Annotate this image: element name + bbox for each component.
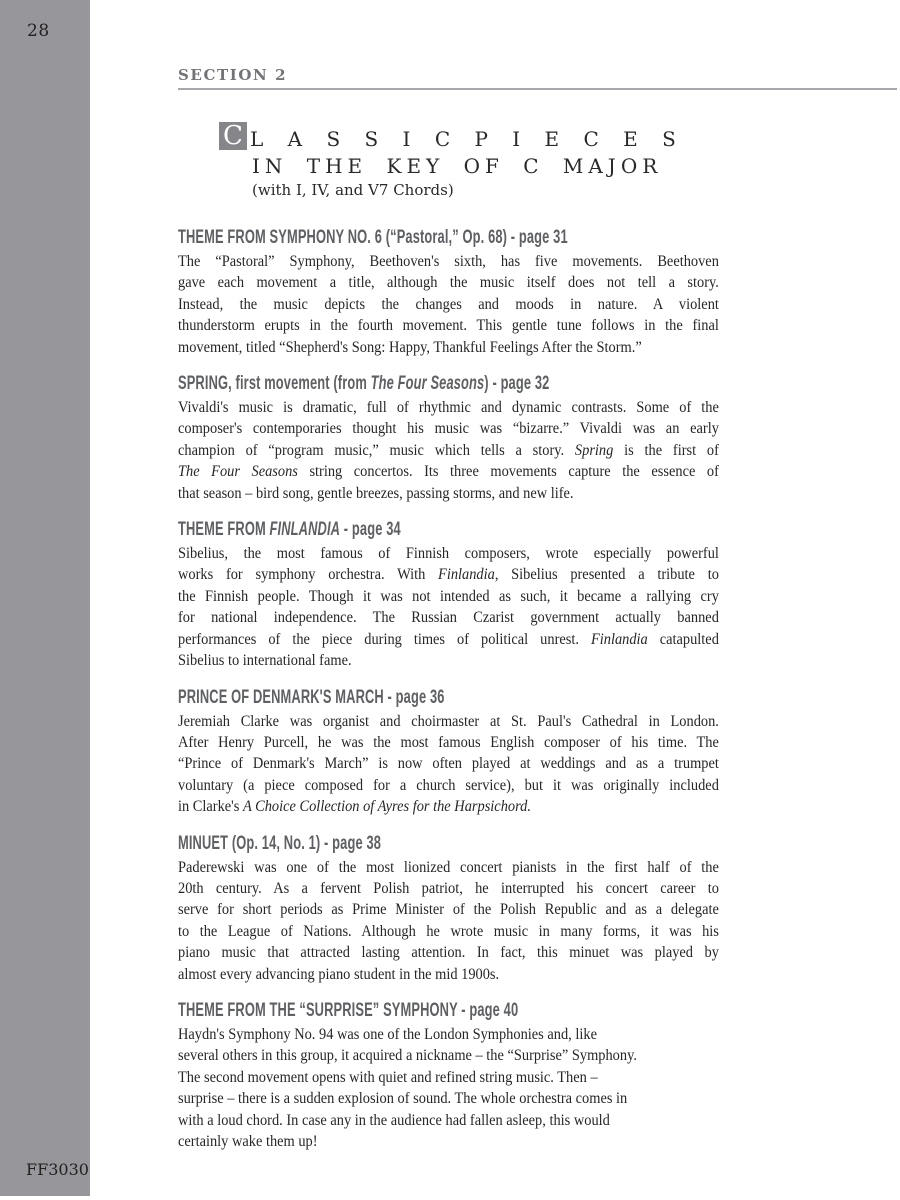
piece-heading <box>178 687 581 707</box>
body-line <box>178 629 719 650</box>
text: Paderewski was one of the most lionized concert pianists in the first half of the <box>178 858 719 876</box>
body-line <box>178 483 719 504</box>
text: After Henry Purcell, he was the most famous English composer of his time. The <box>178 733 719 751</box>
body-line <box>178 1024 719 1045</box>
left-margin-band <box>0 0 90 1196</box>
text: Jeremiah Clarke was organist and choirmaster at St. Paul's Cathedral in London. <box>178 712 719 730</box>
text: serve for short periods as Prime Minister of the Polish Republic and as a delegate <box>178 901 719 919</box>
text: ) - page 32 <box>484 372 550 395</box>
text: performances of the piece during times of political unrest. <box>178 630 591 648</box>
piece-entry <box>178 373 788 504</box>
text: the Finnish people. Though it was not intended as such, it became a rallying cry <box>178 587 719 605</box>
text: that season – bird song, gentle breezes, passing storms, and new life. <box>178 484 574 502</box>
text: to the League of Nations. Although he wrote music in many forms, it was his <box>178 922 719 940</box>
body-line <box>178 942 719 963</box>
text: catapulted <box>647 630 719 648</box>
body-line <box>178 857 719 878</box>
text: thunderstorm erupts in the fourth movement. This gentle tune follows in the final <box>178 317 719 335</box>
body-line <box>178 878 719 899</box>
dropcap-c: C <box>219 122 247 150</box>
page-content <box>178 0 897 1200</box>
text: piano music that attracted lasting attention. In fact, this minuet was played by <box>178 944 719 962</box>
italic-text: A Choice Collection of Ayres for the Harpsichord. <box>242 798 531 816</box>
body-line <box>178 650 719 671</box>
body-line <box>178 921 719 942</box>
piece-entry <box>178 227 788 358</box>
body-line <box>178 418 719 439</box>
italic-text: FINLANDIA <box>269 518 341 541</box>
text: works for symphony orchestra. With <box>178 566 439 584</box>
text: THEME FROM SYMPHONY NO. 6 (“Pastoral,” Op. 68) - page 31 <box>178 226 568 248</box>
text: for national independence. The Russian Czarist government actually banned <box>178 609 719 627</box>
italic-text: Spring <box>574 441 614 459</box>
body-line <box>178 607 719 628</box>
text: with a loud chord. In case any in the audience had fallen asleep, this would <box>178 1111 610 1129</box>
body-line <box>178 899 719 920</box>
piece-description <box>178 397 719 504</box>
entries <box>178 227 788 1167</box>
body-line <box>178 964 719 985</box>
text: is the first of <box>613 441 719 459</box>
body-line <box>178 1045 719 1066</box>
text: THEME FROM THE “SURPRISE” SYMPHONY - page 40 <box>178 998 519 1021</box>
italic-text: The Four Seasons <box>178 463 298 481</box>
text: MINUET (Op. 14, No. 1) - page 38 <box>178 831 382 854</box>
piece-heading <box>178 519 581 539</box>
body-line <box>178 586 719 607</box>
text: voluntary (a piece composed for a church service), but it was originally included <box>178 776 719 794</box>
text: - page 34 <box>340 518 401 541</box>
text: champion of “program music,” music which tells a story. <box>178 441 575 459</box>
body-line <box>178 1088 719 1109</box>
text: movement, titled “Shepherd's Song: Happy, Thankful Feelings After the Storm.” <box>178 338 642 356</box>
text: almost every advancing piano student in the mid 1900s. <box>178 965 500 983</box>
italic-text: The Four Seasons <box>370 372 485 395</box>
text: “Prince of Denmark's March” is now often played at weddings and as a trumpet <box>178 755 719 773</box>
footer-publication-code: FF3030 <box>26 1160 89 1179</box>
body-line <box>178 251 719 272</box>
piece-description <box>178 251 719 358</box>
piece-description <box>178 857 719 985</box>
text: in Clarke's <box>178 798 243 816</box>
piece-heading <box>178 833 581 853</box>
text: 20th century. As a fervent Polish patriot, he interrupted his concert career to <box>178 879 719 897</box>
text: SPRING, first movement (from <box>178 372 371 395</box>
text: Sibelius, the most famous of Finnish composers, wrote especially powerful <box>178 545 719 563</box>
piece-entry <box>178 687 788 818</box>
page-number: 28 <box>27 21 50 41</box>
text: several others in this group, it acquired a nickname – the “Surprise” Symphony. <box>178 1047 637 1065</box>
text: Sibelius to international fame. <box>178 652 352 670</box>
piece-heading <box>178 227 581 247</box>
chapter-title <box>219 122 681 200</box>
piece-entry <box>178 1000 788 1152</box>
piece-heading <box>178 373 581 393</box>
italic-text: Finlandia <box>438 566 495 584</box>
body-line <box>178 315 719 336</box>
text: Instead, the music depicts the changes and moods in nature. A violent <box>178 295 719 313</box>
piece-description <box>178 1024 719 1152</box>
text: THEME FROM <box>178 518 270 541</box>
piece-entry <box>178 519 788 671</box>
text: Vivaldi's music is dramatic, full of rhythmic and dynamic contrasts. Some of the <box>178 399 719 417</box>
chapter-title-text1: L A S S I C P I E C E S <box>250 127 681 151</box>
piece-heading <box>178 1000 581 1020</box>
body-line <box>178 272 719 293</box>
section-rule-divider <box>178 88 897 90</box>
piece-entry <box>178 833 788 985</box>
body-line <box>178 732 719 753</box>
text: gave each movement a title, although the music itself does not tell a story. <box>178 274 719 292</box>
piece-description <box>178 543 719 671</box>
body-line <box>178 543 719 564</box>
chapter-title-text2: IN THE KEY OF C MAJOR <box>252 154 663 178</box>
text: The “Pastoral” Symphony, Beethoven's sixth, has five movements. Beethoven <box>178 253 719 270</box>
text: surprise – there is a sudden explosion of sound. The whole orchestra comes in <box>178 1090 628 1108</box>
body-line <box>178 753 719 774</box>
chapter-title-line1 <box>219 122 681 150</box>
body-line <box>178 461 719 482</box>
text: string concertos. Its three movements capture the essence of <box>297 463 719 481</box>
text: The second movement opens with quiet and refined string music. Then – <box>178 1068 598 1086</box>
text: Haydn's Symphony No. 94 was one of the London Symphonies and, like <box>178 1025 597 1043</box>
italic-text: Finlandia <box>590 630 648 648</box>
body-line <box>178 397 719 418</box>
body-line <box>178 775 719 796</box>
text: , Sibelius presented a tribute to <box>494 566 719 584</box>
body-line <box>178 1131 719 1152</box>
body-line <box>178 1067 719 1088</box>
body-line <box>178 1110 719 1131</box>
body-line <box>178 440 719 461</box>
chapter-subtitle: (with I, IV, and V7 Chords) <box>252 181 454 199</box>
piece-description <box>178 711 719 818</box>
body-line <box>178 337 719 358</box>
body-line <box>178 796 719 817</box>
body-line <box>178 564 719 585</box>
text: certainly wake them up! <box>178 1133 318 1150</box>
body-line <box>178 294 719 315</box>
body-line <box>178 711 719 732</box>
text: PRINCE OF DENMARK'S MARCH - page 36 <box>178 685 445 708</box>
section-label: SECTION 2 <box>178 66 288 84</box>
text: composer's contemporaries thought his music was “bizarre.” Vivaldi was an early <box>178 420 719 438</box>
